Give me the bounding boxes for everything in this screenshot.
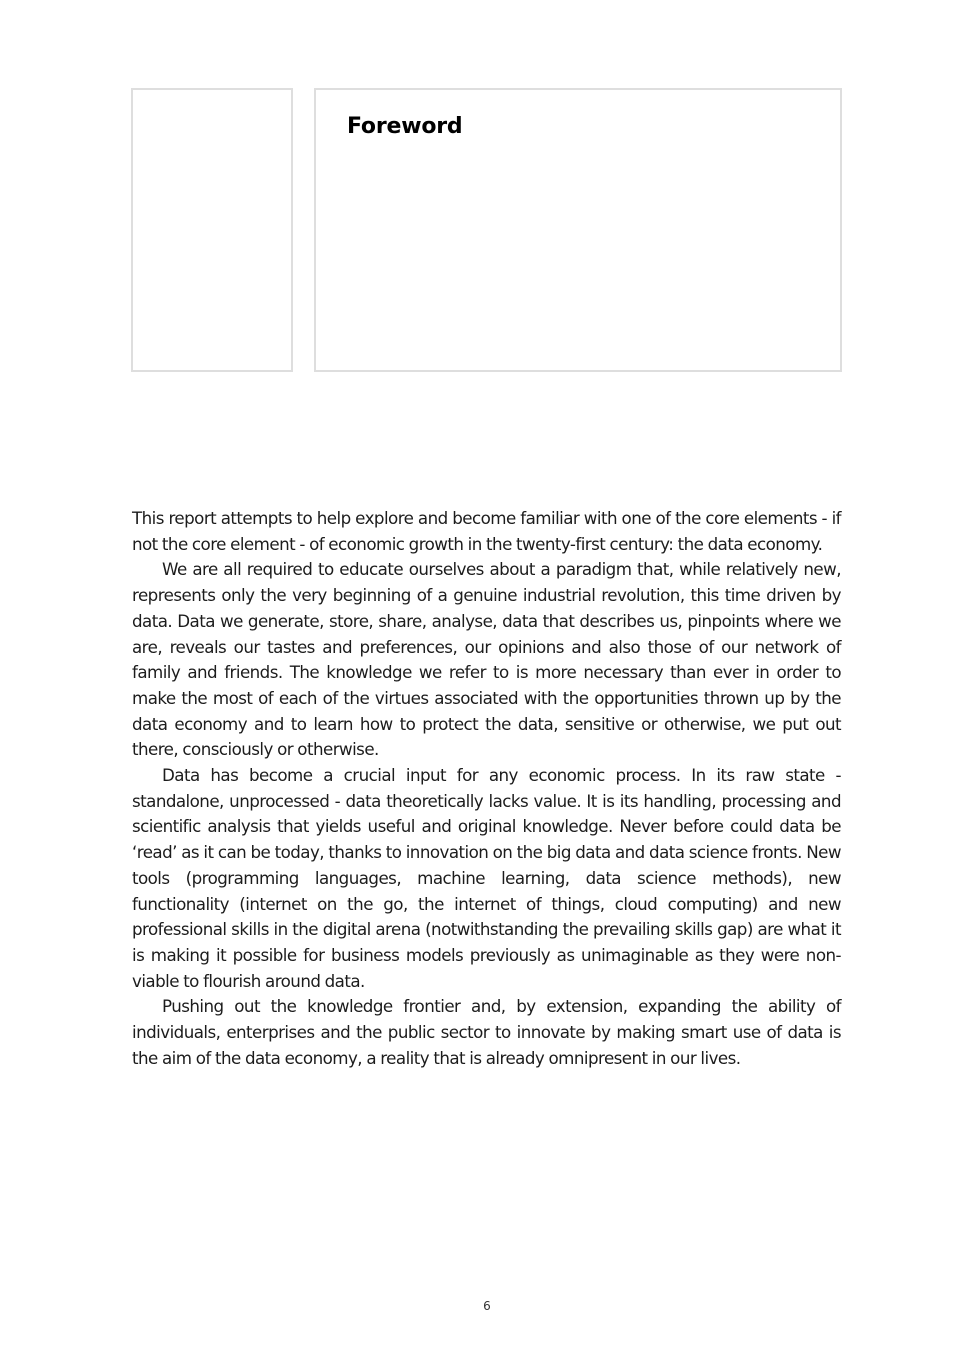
side-panel-box	[131, 88, 293, 372]
paragraph-2: We are all required to educate ourselves about a paradigm that, while relatively new, represents only the very beginning of a genuine industrial revolution, this time driven by data. Data we generate, store, share, analyse, data that describes us, pinpoints where we are, reveals our tastes and preferences, our opinions and also those of our network of family and friends. The knowledge we refer to is more necessary than ever in order to make the most of each of the virtues associated with the opportunities thrown up by the data economy and to learn how to protect the data, sensitive or otherwise, we put out there, consciously or otherwise.	[132, 559, 841, 760]
paragraph-3: Data has become a crucial input for any economic process. In its raw state - standalone, unprocessed - data theoretically lacks value. It is its handling, processing and scientific analysis that yields useful and original knowledge. Never before could data be ‘read’ as it can be today, thanks to innovation on the big data and data science fronts. New tools (programming languages, machine learning, data science methods), new functionality (internet on the go, the internet of things, cloud computing) and new professional skills in the digital arena (notwithstanding the prevailing skills gap) are what it is making it possible for business models previously as unimaginable as they were non-viable to flourish around data.	[132, 765, 841, 991]
paragraph-4: Pushing out the knowledge frontier and, by extension, expanding the ability of individuals, enterprises and the public sector to innovate by making smart use of data is the aim of the data economy, a reality that is already omnipresent in our lives.	[132, 996, 841, 1068]
page-number: 6	[483, 1299, 491, 1313]
title-panel-box	[314, 88, 842, 372]
paragraph-1: This report attempts to help explore and become familiar with one of the core elements - if not the core element - of economic growth in the twenty-first century: the data economy.	[132, 508, 841, 554]
page-title: Foreword	[347, 114, 463, 139]
body-text	[132, 506, 841, 1071]
